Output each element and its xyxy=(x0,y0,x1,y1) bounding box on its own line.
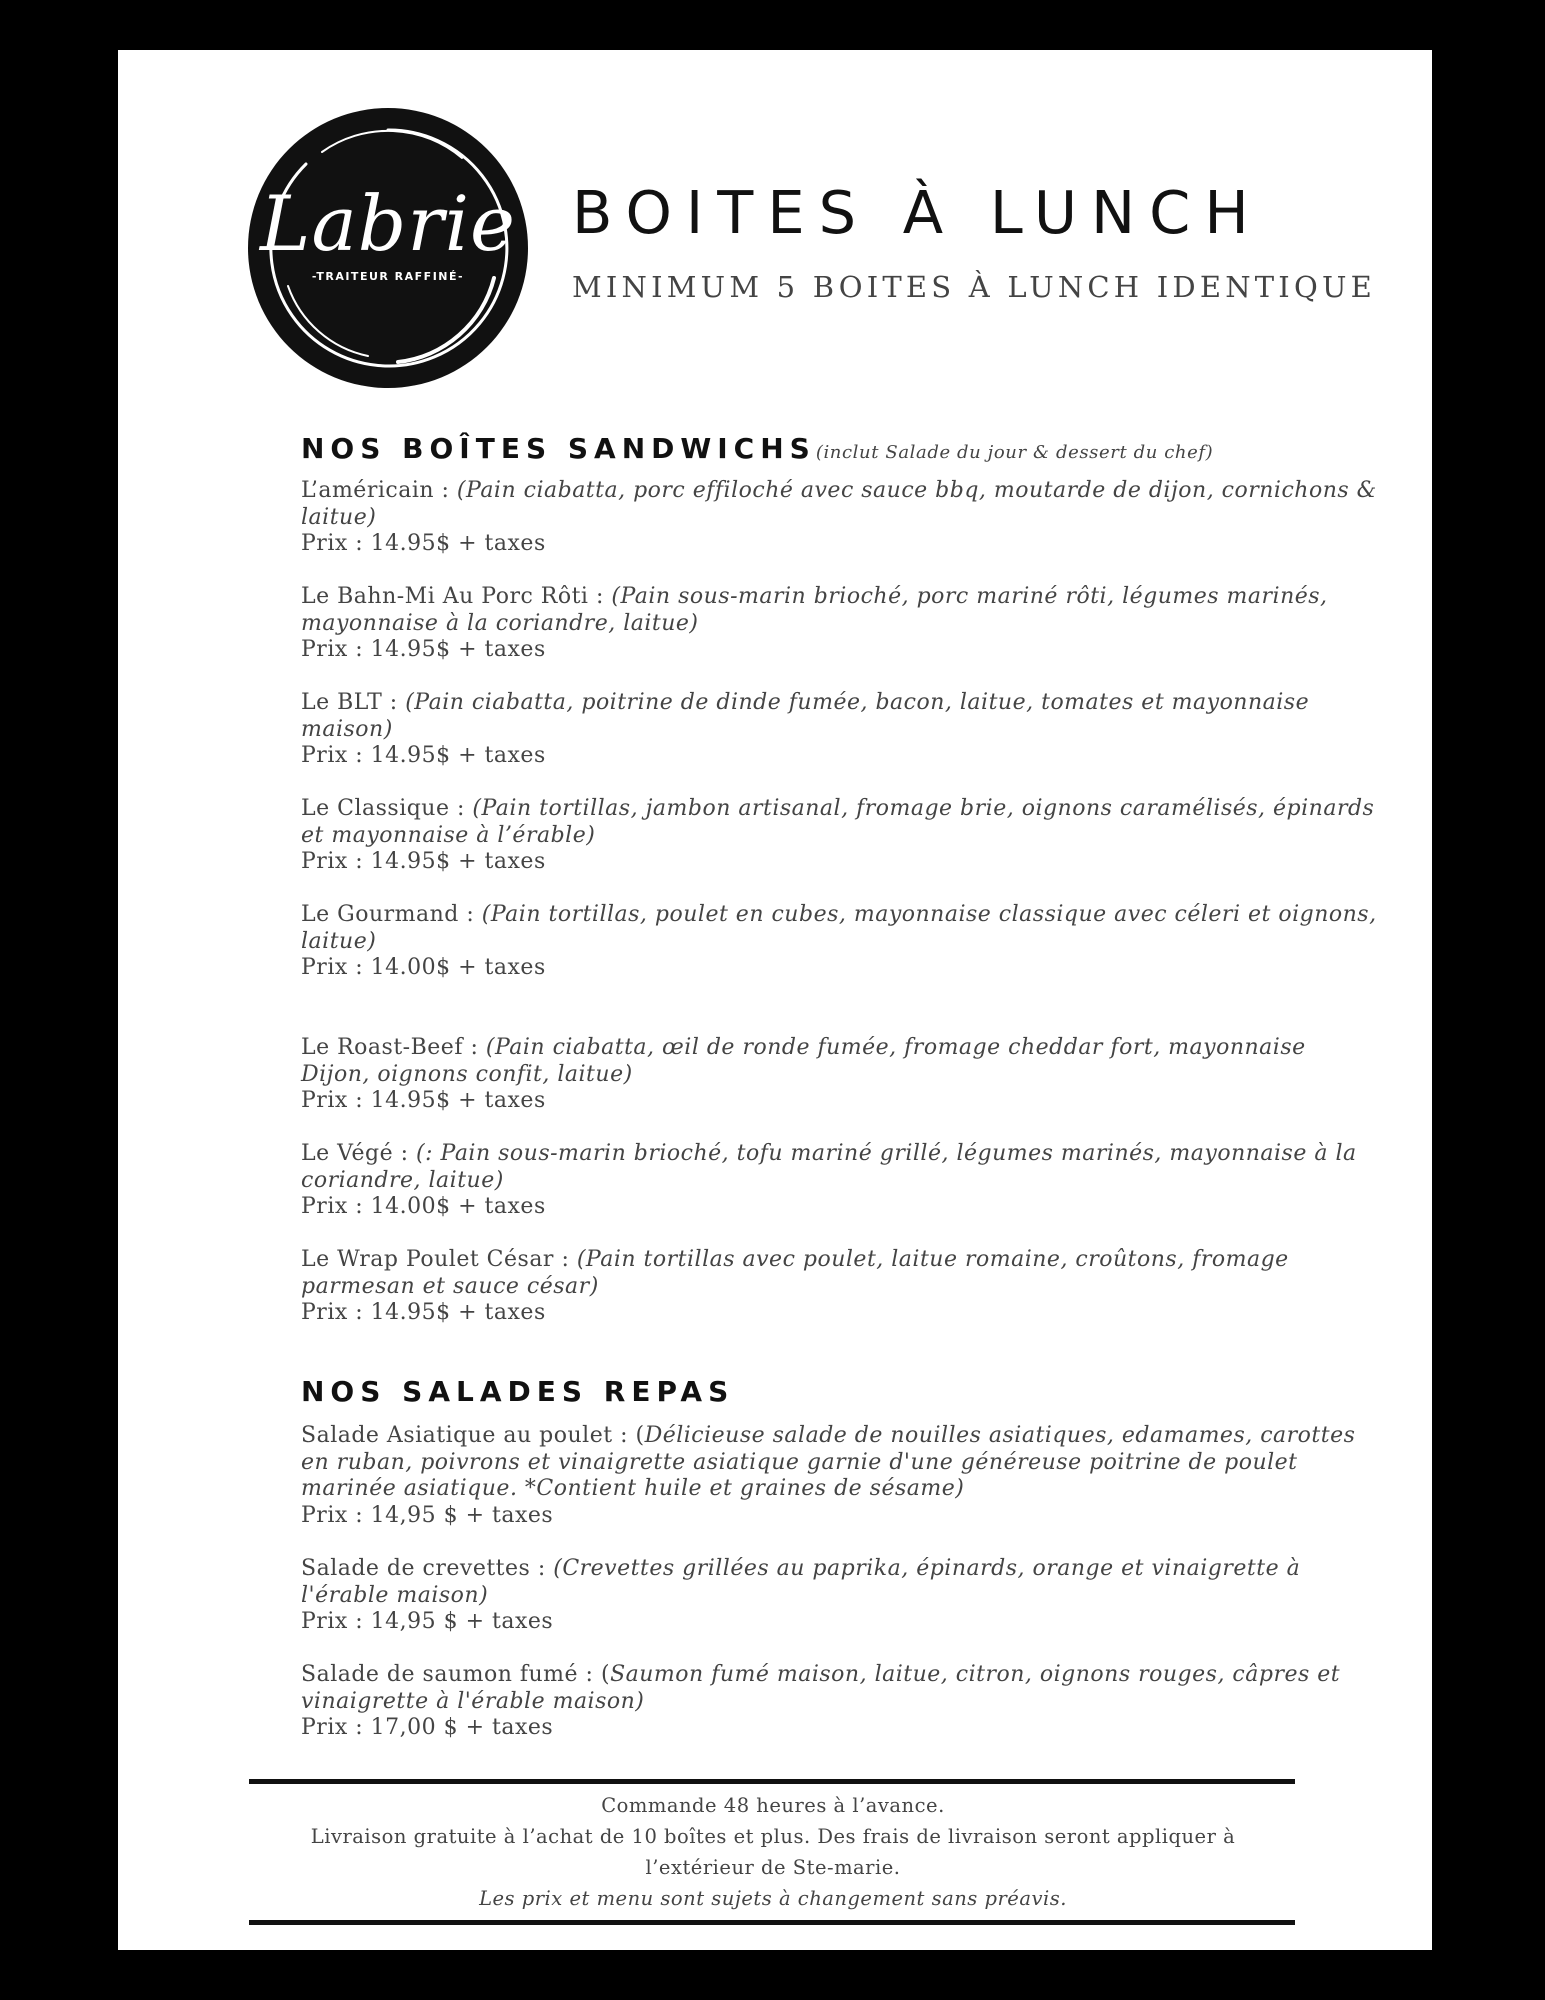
item-description: (Pain tortillas, poulet en cubes, mayonnaise classique avec céleri et oignons, laitue) xyxy=(301,902,1377,954)
footer-notes xyxy=(218,1790,1328,1914)
logo-script-text: Labrie xyxy=(259,179,517,268)
menu-page xyxy=(118,50,1432,1950)
item-price: Prix : 17,00 $ + taxes xyxy=(301,1715,554,1740)
item-price: Prix : 14.95$ + taxes xyxy=(301,743,546,768)
item-name: Le BLT : xyxy=(301,690,406,715)
item-price: Prix : 14,95 $ + taxes xyxy=(301,1502,554,1528)
item-name: Salade Asiatique au poulet : ( xyxy=(301,1423,645,1448)
item-price: Prix : 14.95$ + taxes xyxy=(301,1300,546,1325)
item-price: Prix : 14.00$ + taxes xyxy=(301,955,546,980)
item-description: Saumon fumé maison, laitue, citron, oignons rouges, câpres et vinaigrette à l'érable maison) xyxy=(301,1662,1341,1714)
item-price: Prix : 14.95$ + taxes xyxy=(301,637,546,662)
menu-item xyxy=(301,1141,1381,1221)
item-description: (: Pain sous-marin brioché, tofu mariné grillé, légumes marinés, mayonnaise à la coriandre, laitue) xyxy=(301,1141,1357,1193)
item-price: Prix : 14.95$ + taxes xyxy=(301,1088,546,1113)
item-name: Le Bahn-Mi Au Porc Rôti : xyxy=(301,584,612,609)
labrie-logo xyxy=(248,108,528,388)
menu-item xyxy=(301,902,1381,982)
item-description: (Pain ciabatta, poitrine de dinde fumée, bacon, laitue, tomates et mayonnaise maison) xyxy=(301,690,1310,742)
menu-item xyxy=(301,796,1381,876)
menu-item xyxy=(301,690,1381,770)
item-name: Le Classique : xyxy=(301,796,473,821)
section-note: (inclut Salade du jour & dessert du chef) xyxy=(815,442,1214,463)
item-description: Délicieuse salade de nouilles asiatiques, edamames, carottes en ruban, poivrons et vinaigrette asiatique garnie d'une généreuse poitrine de poulet marinée asiatique. *Contient huile et graines de sésame) xyxy=(301,1423,1356,1501)
item-description: (Pain ciabatta, œil de ronde fumée, fromage cheddar fort, mayonnaise Dijon, oignons confit, laitue) xyxy=(301,1035,1306,1087)
item-description: (Pain sous-marin brioché, porc mariné rôti, légumes marinés, mayonnaise à la coriandre, laitue) xyxy=(301,584,1328,636)
footer-bottom-rule xyxy=(249,1920,1295,1925)
sandwiches-header xyxy=(301,432,1213,465)
footer-line-delivery: Livraison gratuite à l’achat de 10 boîtes et plus. Des frais de livraison seront appliquer à l’extérieur de Ste-marie. xyxy=(310,1825,1236,1879)
menu-item xyxy=(301,1662,1381,1742)
item-description: (Crevettes grillées au paprika, épinards, orange et vinaigrette à l'érable maison) xyxy=(301,1556,1301,1608)
menu-item xyxy=(301,1247,1381,1327)
section-title: NOS BOÎTES SANDWICHS xyxy=(301,432,816,465)
footer-line-disclaimer: Les prix et menu sont sujets à changement sans préavis. xyxy=(479,1887,1067,1910)
salads-header xyxy=(301,1375,734,1408)
item-name: Le Végé : xyxy=(301,1141,417,1166)
item-description: (Pain tortillas, jambon artisanal, fromage brie, oignons caramélisés, épinards et mayonnaise à l’érable) xyxy=(301,796,1375,848)
logo-tagline: -TRAITEUR RAFFINÉ- xyxy=(311,270,465,283)
item-name: Salade de saumon fumé : ( xyxy=(301,1662,611,1687)
menu-item xyxy=(301,478,1381,558)
item-name: Le Roast-Beef : xyxy=(301,1035,486,1060)
menu-item xyxy=(301,1035,1381,1115)
item-name: L’américain : xyxy=(301,478,457,503)
menu-item xyxy=(301,1556,1381,1636)
page-title: BOITES À LUNCH xyxy=(572,178,1263,247)
menu-item xyxy=(301,584,1381,664)
item-price: Prix : 14.00$ + taxes xyxy=(301,1194,546,1219)
menu-item xyxy=(301,1423,1381,1529)
item-name: Le Wrap Poulet César : xyxy=(301,1247,577,1272)
page-subtitle: MINIMUM 5 BOITES À LUNCH IDENTIQUE xyxy=(572,270,1376,304)
item-description: (Pain tortillas avec poulet, laitue romaine, croûtons, fromage parmesan et sauce césar) xyxy=(301,1247,1289,1299)
item-price: Prix : 14.95$ + taxes xyxy=(301,531,546,556)
footer-top-rule xyxy=(249,1779,1295,1784)
item-price: Prix : 14,95 $ + taxes xyxy=(301,1609,554,1634)
footer-line-order: Commande 48 heures à l’avance. xyxy=(601,1794,945,1817)
section-title: NOS SALADES REPAS xyxy=(301,1375,735,1408)
item-name: Le Gourmand : xyxy=(301,902,482,927)
item-description: (Pain ciabatta, porc effiloché avec sauce bbq, moutarde de dijon, cornichons & laitue) xyxy=(301,478,1377,530)
item-name: Salade de crevettes : xyxy=(301,1556,554,1581)
item-price: Prix : 14.95$ + taxes xyxy=(301,849,546,874)
